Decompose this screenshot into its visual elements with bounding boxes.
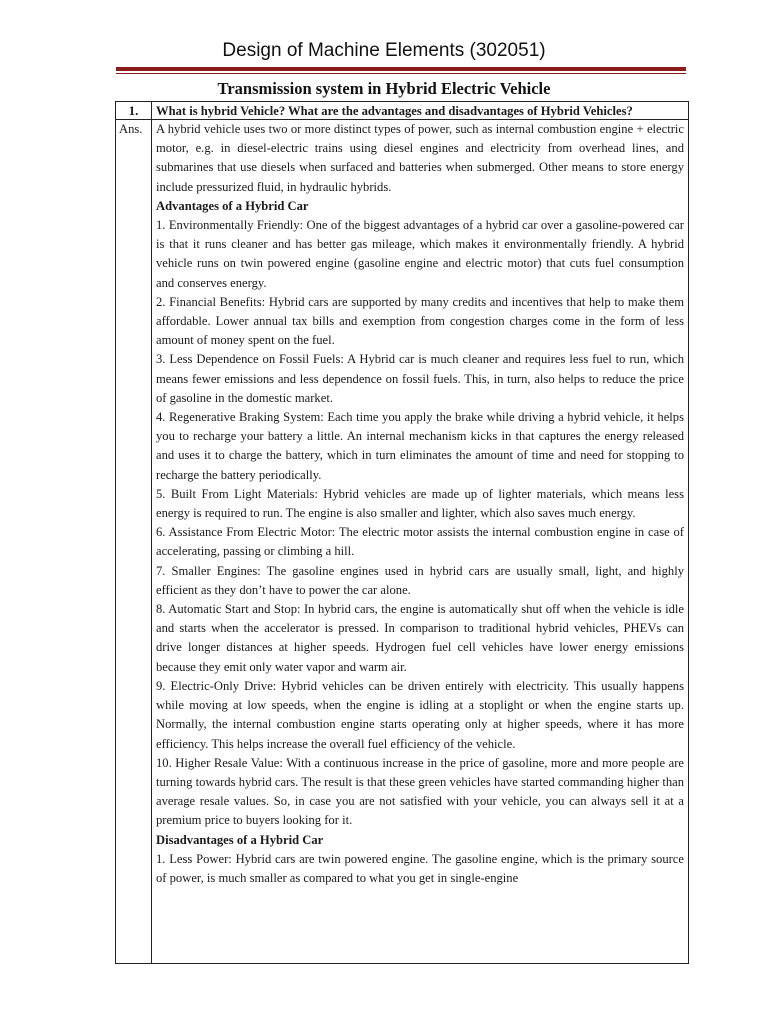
advantage-item: 2. Financial Benefits: Hybrid cars are supported by many credits and incentives that help to make them affordable. Lower annual tax bills and exemption from congestion charges come in the form of less amount of money spent on the fuel.: [156, 294, 684, 348]
answer-label: Ans.: [116, 120, 152, 964]
answer-intro: A hybrid vehicle uses two or more distinct types of power, such as internal combustion engine + electric motor, e.g. in diesel-electric trains using diesel engines and electricity from overhead lines, and submarines that use diesels when surfaced and batteries when submerged. Other means to store energy include pressurized fluid, in hydraulic hybrids.: [156, 122, 684, 194]
disadvantages-heading: Disadvantages of a Hybrid Car: [156, 832, 324, 847]
page-header: Design of Machine Elements (302051): [222, 40, 546, 61]
advantage-item: 6. Assistance From Electric Motor: The electric motor assists the internal combustion engine in case of accelerating, passing or climbing a hill.: [156, 525, 684, 559]
answer-cell: [152, 120, 689, 964]
disadvantage-item: 1. Less Power: Hybrid cars are twin powered engine. The gasoline engine, which is the primary source of power, is much smaller as compared to what you get in single-engine: [156, 851, 684, 885]
advantages-heading: Advantages of a Hybrid Car: [156, 198, 309, 213]
advantage-item: 5. Built From Light Materials: Hybrid vehicles are made up of lighter materials, which means less energy is required to run. The engine is also smaller and lighter, which also saves much energy.: [156, 486, 684, 521]
answer-row: [116, 120, 689, 964]
answer-body: [156, 120, 684, 963]
advantage-item: 1. Environmentally Friendly: One of the biggest advantages of a hybrid car over a gasoline-powered car is that it runs cleaner and has better gas mileage, which makes it environmentally friendly. A hybrid vehicle runs on twin powered engine (gasoline engine and electric motor) that cuts fuel consumption and conserves energy.: [156, 218, 684, 290]
advantage-item: 10. Higher Resale Value: With a continuous increase in the price of gasoline, more and more people are turning towards hybrid cars. The result is that these green vehicles have started commanding higher than average resale values. So, in case you are not satisfied with your vehicle, you can always sell it at a premium price to buyers looking for it.: [156, 755, 684, 828]
question-row: [116, 102, 689, 120]
advantage-item: 8. Automatic Start and Stop: In hybrid cars, the engine is automatically shut off when the vehicle is idle and starts when the accelerator is pressed. In comparison to traditional hybrid vehicles, PHEVs can drive longer distances at higher speeds. Hydrogen fuel cell vehicles have lower energy emissions because they emit only water vapor and warm air.: [156, 602, 684, 674]
question-text: What is hybrid Vehicle? What are the advantages and disadvantages of Hybrid Vehicles?: [152, 102, 689, 120]
advantage-item: 4. Regenerative Braking System: Each time you apply the brake while driving a hybrid vehicle, it helps you to recharge your battery a little. An internal mechanism kicks in that captures the energy released and uses it to charge the battery, which in turn eliminates the amount of time and need for stopping to recharge the battery periodically.: [156, 410, 684, 482]
qa-table: [115, 101, 689, 964]
advantage-item: 9. Electric-Only Drive: Hybrid vehicles can be driven entirely with electricity. This usually happens while moving at low speeds, when the engine is idling at a stoplight or when the engine starts up. Normally, the internal combustion engine starts operating only at higher speeds, where it has more efficiency. This helps increase the overall fuel efficiency of the vehicle.: [156, 678, 684, 751]
advantage-item: 7. Smaller Engines: The gasoline engines used in hybrid cars are usually small, light, and highly efficient as they don’t have to power the car alone.: [156, 563, 684, 597]
question-number: 1.: [116, 102, 152, 120]
document-title: Transmission system in Hybrid Electric Vehicle: [217, 79, 551, 98]
header-rule: [116, 67, 686, 71]
header-rule-thin: [116, 73, 686, 74]
advantage-item: 3. Less Dependence on Fossil Fuels: A Hybrid car is much cleaner and requires less fuel to run, which means fewer emissions and less dependence on fossil fuels. This, in turn, also helps to reduce the price of gasoline in the domestic market.: [156, 352, 684, 405]
